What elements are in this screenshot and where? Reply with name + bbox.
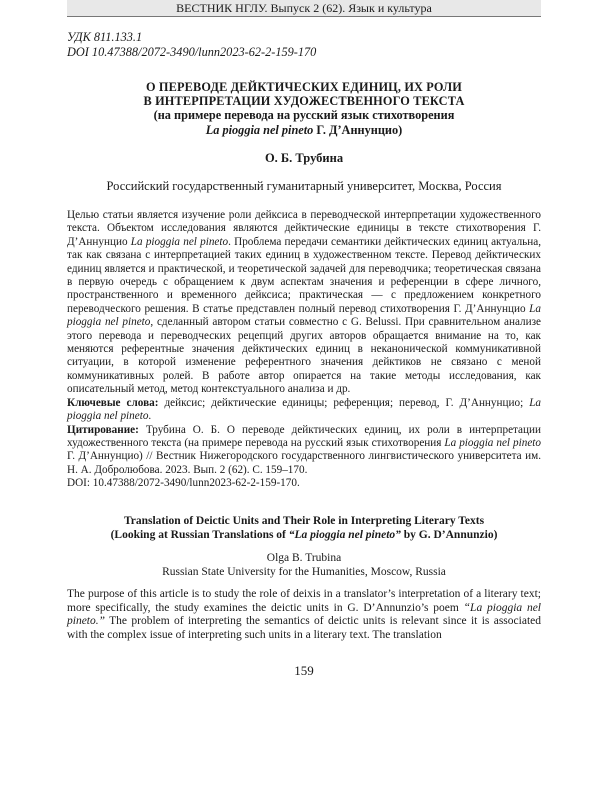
english-title-text: by G. D’Annunzio)	[400, 529, 498, 541]
russian-abstract-block	[67, 209, 541, 491]
citation-text: Трубина О. Б. О переводе дейктических единиц, их роли в интерпретации художественного текста (на примере перевода на русский язык стихотворения	[67, 423, 541, 449]
article-meta	[67, 30, 541, 59]
english-author: Olga B. Trubina	[266, 552, 342, 564]
russian-abstract	[67, 209, 541, 397]
english-abstract-text: The problem of interpreting the semantics of deictic units is relevant since it is associated with the complex issue of interpreting such units in a literary text. The translation	[67, 615, 541, 641]
english-title-line-1: Translation of Deictic Units and Their Role in Interpreting Literary Texts	[123, 515, 485, 527]
doi-line: DOI 10.47388/2072-3490/lunn2023-62-2-159-170	[67, 44, 317, 59]
russian-title-line-2: В ИНТЕРПРЕТАЦИИ ХУДОЖЕСТВЕННОГО ТЕКСТА	[143, 94, 465, 109]
keywords-text: дейксис; дейктические единицы; референция; перевод, Г. Д’Аннунцио;	[158, 396, 530, 409]
abstract-text: Целью статьи является изучение роли дейксиса в переводческой интерпретации художественного текста. Объектом исследования являются дейктические единицы в тексте стихотворения Г. Д’Аннунцио	[67, 209, 541, 248]
russian-title-line-1: О ПЕРЕВОДЕ ДЕЙКТИЧЕСКИХ ЕДИНИЦ, ИХ РОЛИ	[145, 80, 463, 94]
russian-affiliation: Российский государственный гуманитарный университет, Москва, Россия	[106, 179, 502, 193]
russian-author: О. Б. Трубина	[264, 151, 344, 165]
english-author-block	[67, 551, 541, 579]
keywords-label: Ключевые слова:	[67, 396, 159, 409]
russian-citation	[67, 424, 541, 478]
keywords-end: .	[148, 410, 152, 423]
english-abstract-text: The purpose of this article is to study the role of deixis in a translator’s interpretation of a literary text; more specifically, the study examines the deictic units in G. D’Annunzio’s poem	[67, 588, 541, 614]
russian-title-author-tail: Г. Д’Аннунцио)	[313, 122, 403, 137]
keywords-poem-title: La pioggia nel pineto	[67, 396, 542, 423]
running-head: ВЕСТНИК НГЛУ. Выпуск 2 (62). Язык и культура	[67, 0, 541, 17]
english-abstract	[67, 588, 541, 642]
citation-poem-title: La pioggia nel pineto	[444, 436, 541, 449]
english-title-text: (Looking at Russian Translations of	[110, 529, 289, 541]
english-affiliation: Russian State University for the Humanities, Moscow, Russia	[162, 566, 446, 578]
english-title	[67, 514, 541, 542]
citation-label: Цитирование:	[67, 423, 139, 436]
english-title-line-2	[67, 528, 541, 542]
citation-doi: DOI: 10.47388/2072-3490/lunn2023-62-2-159-170.	[67, 477, 300, 490]
abstract-text: . Проблема передачи семантики дейктических единиц актуальна, так как связана с интерпретацией таких единиц в художественном тексте. Перевод дейктических единиц является и практической, и теоретической задачей для переводчика; теоретическая связана в первую очередь с обращением к двум аспектам значения и референции в сфере личного, пространственного и временного дейксиса; практическая — с предложением конкретного переводческого решения. В статье представлен полный перевод стихотворения Г. Д’Аннунцио	[67, 235, 542, 315]
udc-code: УДК 811.133.1	[67, 30, 143, 44]
russian-keywords	[67, 397, 541, 424]
page-number: 159	[294, 663, 314, 678]
english-abstract-poem: “La pioggia nel pineto.”	[67, 601, 541, 628]
abstract-text: , сделанный автором статьи совместно с G. Belussi. При сравнительном анализе этого перевода и переводческих рецепций других авторов обращается внимание на то, как меняются референтные значения дейктических единиц в неканонической коммуникативной ситуации, в которой изменение референтного значения дейктиков не связано с меной коммуникативных ролей. В работе автор опирается на такие методы исследования, как описательный метод, метод контекстуального анализа и др.	[67, 316, 541, 396]
abstract-poem-title: La pioggia nel pineto	[130, 235, 229, 248]
english-title-poem: “La pioggia nel pineto”	[288, 529, 401, 541]
russian-title	[67, 80, 541, 137]
russian-title-poem: La pioggia nel pineto	[205, 122, 314, 137]
abstract-poem-title: La pioggia nel pineto	[67, 302, 541, 329]
citation-text: Г. Д’Аннунцио) // Вестник Нижегородского государственного лингвистического университета им. Н. А. Добролюбова. 2023. Вып. 2 (62). С. 159–170.	[67, 450, 541, 476]
russian-title-line-4	[67, 123, 541, 137]
russian-title-line-3: (на примере перевода на русский язык стихотворения	[153, 108, 455, 123]
